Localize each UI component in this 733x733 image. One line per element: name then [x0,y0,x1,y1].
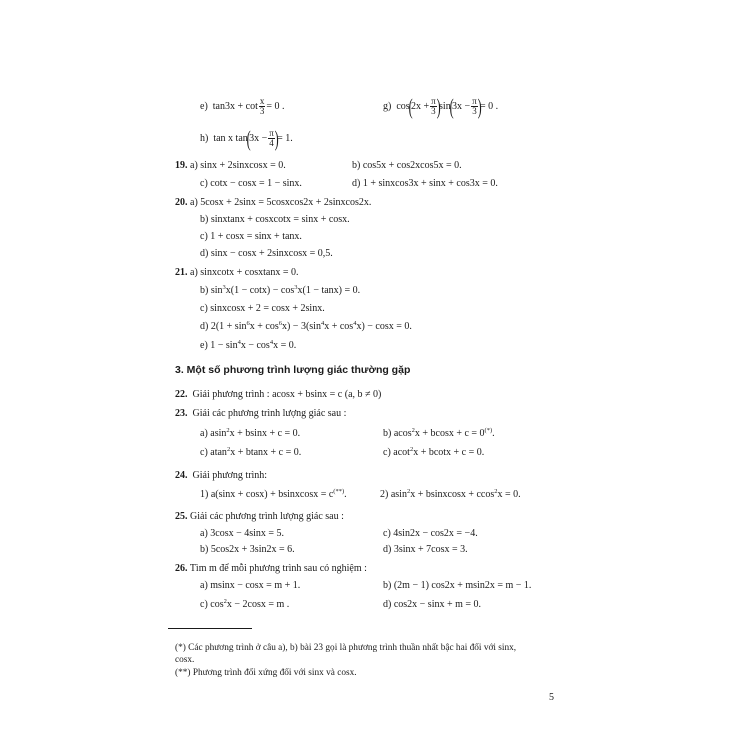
ex20-b: b) sinxtanx + cosxcotx = sinx + cosx. [200,214,350,225]
ex21-c: c) sinxcosx + 2 = cosx + 2sinx. [200,303,325,314]
ex26-a: a) msinx − cosx = m + 1. [200,580,301,591]
ex23-a: a) asin$^2$x + bsinx + c = 0. [200,427,301,439]
ex23-b: b) acos$^2$x + bcosx + c = 0(*). [383,427,495,439]
ex19-b: b) cos5x + cos2xcos5x = 0. [352,160,462,171]
ex26-title: 26. Tìm m để mỗi phương trình sau có nghiệm : [175,563,367,574]
ex21-d: d) $2(1 + \sin^6x + \cos^6x) - 3(\sin^4x + \cos^4x) - \cos x = 0$. [200,320,412,332]
ex20-d: d) sinx − cosx + 2sinxcosx = 0,5. [200,248,333,259]
ex23-c: c) atan$^2$x + btanx + c = 0. [200,446,302,458]
ex20-a: 20. a) 5cosx + 2sinx = 5cosxcos2x + 2sinxcos2x. [175,197,372,208]
ex25-a: a) 3cosx − 4sinx = 5. [200,528,285,539]
ex19-a: 19. a) sinx + 2sinxcosx = 0. [175,160,286,171]
ex21-b: b) $\sin^3x(1 - \cot x) - \cos^3x(1 - \tan x) = 0$. [200,284,361,296]
footnote-2: (**) Phương trình đối xứng đối với sinx và cosx. [175,668,357,678]
ex22: 22. Giải phương trình : acosx + bsinx = c (a, b ≠ 0) [175,389,382,400]
ex25-c: c) 4sin2x − cos2x = −4. [383,528,478,539]
ex24-title: 24. Giải phương trình: [175,470,268,481]
ex23-title: 23. Giải các phương trình lượng giác sau : [175,408,347,419]
ex25-title: 25. Giải các phương trình lượng giác sau : [175,511,344,522]
ex18-g: g) cos(2x + $\frac{\pi}{3}$ )sin(3x − $\frac{\pi}{3}$ )= 0 . [383,93,499,119]
ex18-h: h) tan x tan(3x − $\frac{\pi}{4}$ )= 1. [200,125,293,151]
footnote-1: (*) Các phương trình ở câu a), b) bài 23 gọi là phương trình thuần nhất bậc hai đối với sinx, cosx. [175,643,517,665]
ex24-p1: 1) a(sinx + cosx) + bsinxcosx = c(**). [200,488,347,500]
ex20-c: c) 1 + cosx = sinx + tanx. [200,231,302,242]
ex23-d: c) acot$^2$x + bcotx + c = 0. [383,446,485,458]
ex26-c: c) $\cos^2x - 2\cos x = m$ . [200,598,290,610]
ex25-b: b) 5cos2x + 3sin2x = 6. [200,544,295,555]
ex25-d: d) 3sinx + 7cosx = 3. [383,544,468,555]
ex21-e: e) $1 - \sin^4x - \cos^4x = 0$. [200,339,297,351]
footnote-rule [168,628,252,629]
ex19-c: c) cotx − cosx = 1 − sinx. [200,178,302,189]
section-heading: 3. Một số phương trình lượng giác thường gặp [175,364,411,376]
ex26-d: d) cos2x − sinx + m = 0. [383,599,482,610]
page-number: 5 [549,692,554,703]
ex24-p2: 2) asin$^2$x + bsinxcosx + ccos$^2$x = 0. [380,488,521,500]
ex26-b: b) (2m − 1) cos2x + msin2x = m − 1. [383,580,532,591]
ex19-d: d) 1 + sinxcos3x + sinx + cos3x = 0. [352,178,498,189]
ex21-a: 21. a) sinxcotx + cosxtanx = 0. [175,267,299,278]
ex18-e: e) tan3x + cot $\frac{x}{3}$ = 0 . [200,96,285,116]
